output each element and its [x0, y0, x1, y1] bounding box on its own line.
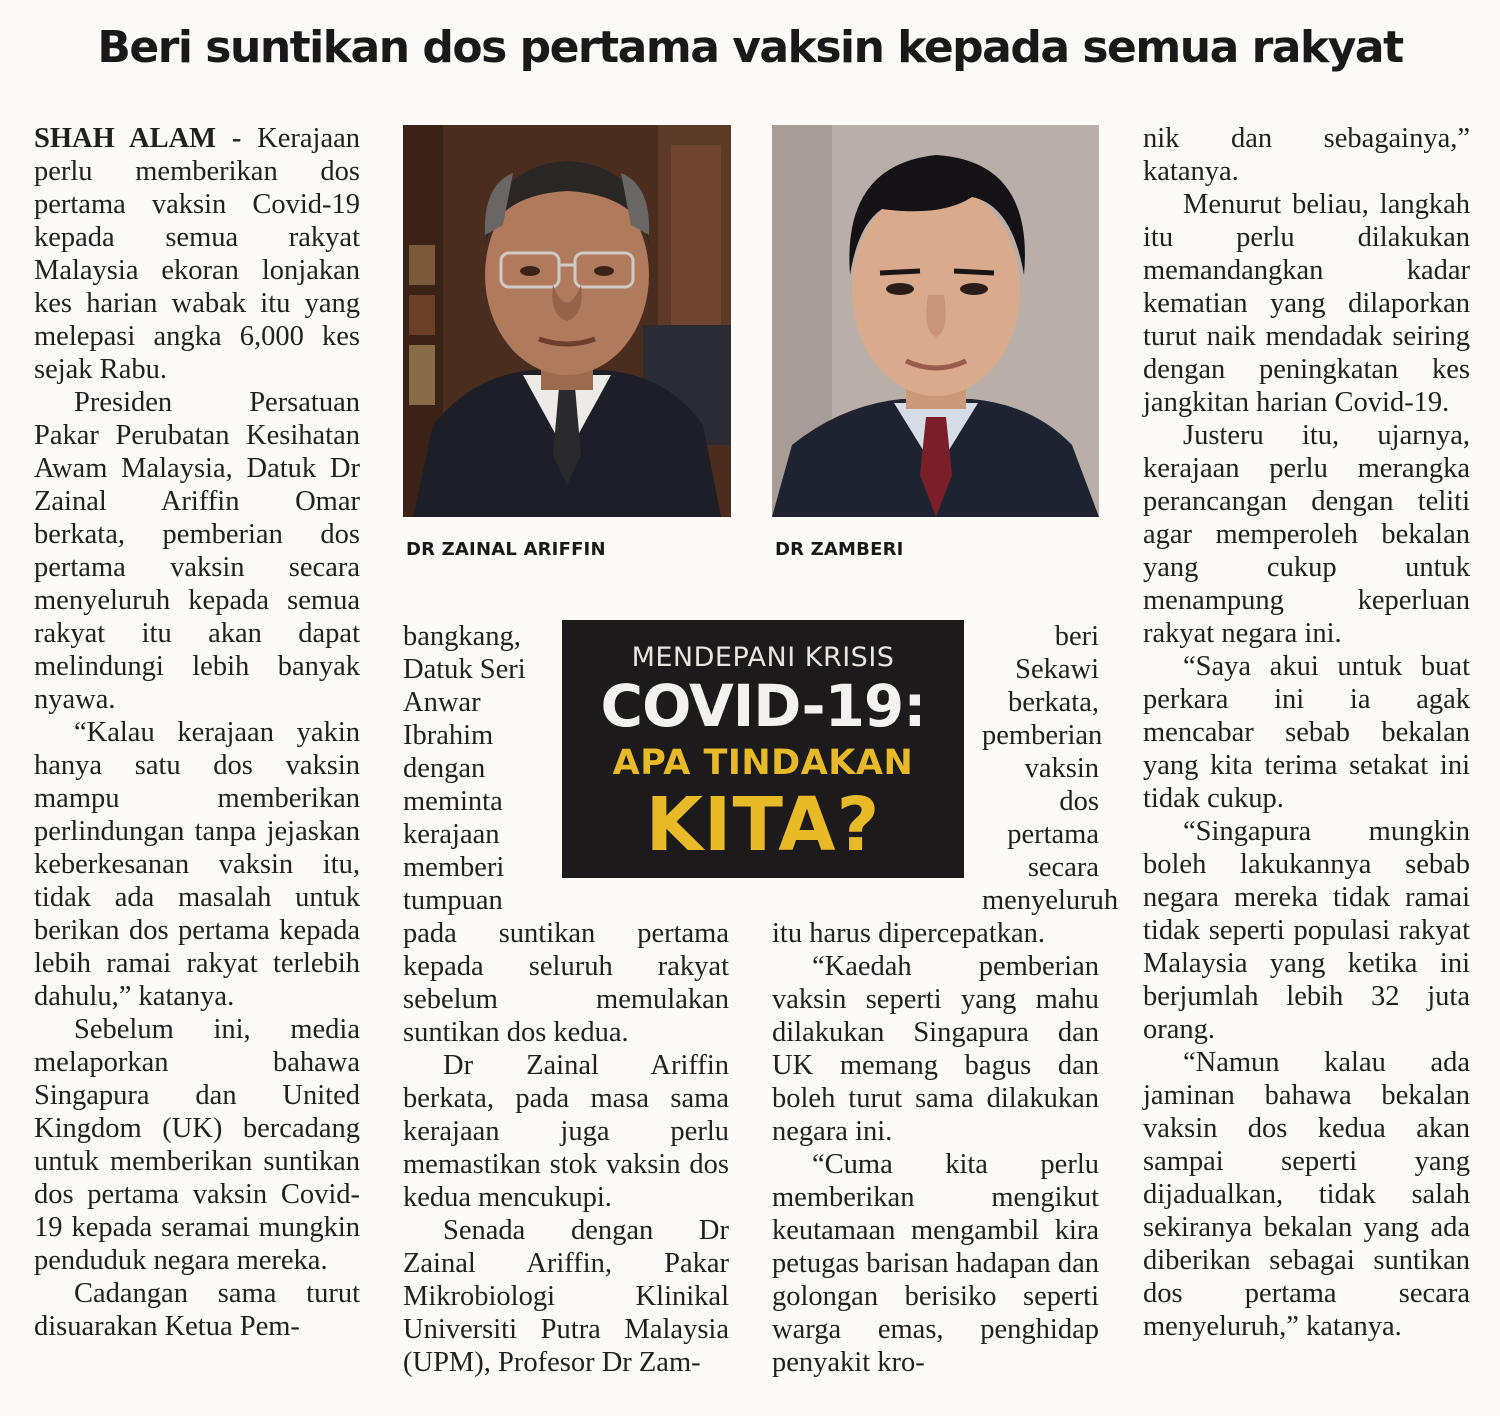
paragraph: “Kalau kerajaan yakin hanya satu dos vaksin mampu memberikan perlindungan tanpa jejaskan keberkesanan vaksin itu, tidak ada masalah untuk berikan dos pertama kepada lebih ramai rakyat terlebih dahulu,” katanya. — [34, 717, 360, 1012]
dateline: SHAH ALAM - — [34, 123, 242, 154]
paragraph: “Namun kalau ada jaminan bahawa bekalan vaksin dos kedua akan sampai seperti yang dijadualkan, tidak salah sekiranya bekalan yang ada diberikan sebagai suntikan dos pertama secara menyeluruh,” katanya. — [1143, 1047, 1470, 1342]
article-column-2-narrow — [403, 620, 548, 920]
photo-caption: DR ZAMBERI — [775, 539, 904, 560]
paragraph: “Singapura mungkin boleh lakukannya sebab negara mereka tidak ramai tidak seperti populasi rakyat Malaysia yang ketika ini berjumlah lebih 32 juta orang. — [1143, 816, 1470, 1045]
portrait-illustration — [772, 125, 1099, 517]
paragraph — [34, 122, 360, 386]
article-headline: Beri suntikan dos pertama vaksin kepada semua rakyat — [97, 22, 1403, 73]
article-column-1 — [34, 122, 360, 1412]
banner-line-2: COVID-19: — [600, 672, 926, 740]
photo-dr-zamberi — [772, 125, 1099, 517]
article-column-2 — [403, 917, 729, 1412]
paragraph: “Kaedah pemberian vaksin seperti yang mahu dilakukan Singapura dan UK memang bagus dan boleh turut sama dilakukan negara ini. — [772, 951, 1099, 1147]
paragraph: Cadangan sama turut disuarakan Ketua Pem- — [34, 1278, 360, 1342]
paragraph: Menurut beliau, langkah itu perlu dilakukan memandangkan kadar kematian yang dilaporkan turut naik mendadak seiring dengan peningkatan kes jangkitan harian Covid-19. — [1143, 189, 1470, 418]
paragraph: nik dan sebagainya,” katanya. — [1143, 123, 1470, 187]
paragraph: pada suntikan pertama kepada seluruh rakyat sebelum memulakan suntikan dos kedua. — [403, 918, 729, 1048]
paragraph-text: Kerajaan perlu memberikan dos pertama vaksin Covid-19 kepada semua rakyat Malaysia ekoran lonjakan kes harian wabak itu yang melepasi angka 6,000 kes sejak Rabu. — [34, 123, 360, 385]
banner-line-1: MENDEPANI KRISIS — [631, 642, 895, 673]
paragraph: Senada dengan Dr Zainal Ariffin, Pakar Mikrobiologi Klinikal Universiti Putra Malaysia (UPM), Profesor Dr Zam- — [403, 1215, 729, 1378]
paragraph: “Saya akui untuk buat perkara ini ia agak mencabar sebab bekalan yang kita terima setakat ini tidak cukup. — [1143, 651, 1470, 814]
photo-dr-zainal-ariffin — [403, 125, 731, 517]
article-column-3-narrow — [982, 620, 1119, 920]
paragraph: bangkang, Datuk Seri Anwar Ibrahim dengan meminta kerajaan memberi tumpuan — [403, 621, 526, 916]
paragraph: itu harus dipercepatkan. — [772, 918, 1046, 949]
paragraph: Sebelum ini, media melaporkan bahawa Singapura dan United Kingdom (UK) bercadang untuk memberikan suntikan dos pertama vaksin Covid-19 kepada seramai mungkin penduduk negara mereka. — [34, 1014, 360, 1276]
paragraph: “Cuma kita perlu memberikan mengikut keutamaan mengambil kira petugas barisan hadapan dan golongan berisiko seperti warga emas, penghidap penyakit kro- — [772, 1149, 1099, 1378]
article-column-4 — [1143, 122, 1470, 1412]
banner-line-3: APA TINDAKAN — [612, 743, 914, 783]
photo-caption: DR ZAINAL ARIFFIN — [406, 539, 606, 560]
article-column-3 — [772, 917, 1099, 1412]
paragraph: Justeru itu, ujarnya, kerajaan perlu merangka perancangan dengan teliti agar memperoleh bekalan yang cukup untuk menampung keperluan rakyat negara ini. — [1143, 420, 1470, 649]
paragraph: Presiden Persatuan Pakar Perubatan Kesihatan Awam Malaysia, Datuk Dr Zainal Ariffin Omar berkata, pemberian dos pertama vaksin secara menyeluruh kepada semua rakyat itu akan dapat melindungi lebih banyak nyawa. — [34, 387, 360, 715]
portrait-illustration — [403, 125, 731, 517]
covid-series-banner — [562, 620, 964, 878]
banner-line-4: KITA? — [645, 782, 881, 868]
paragraph: beri Sekawi berkata, pemberian vaksin dos pertama secara menyeluruh — [982, 621, 1119, 916]
paragraph: Dr Zainal Ariffin berkata, pada masa sama kerajaan juga perlu memastikan stok vaksin dos kedua mencukupi. — [403, 1050, 729, 1213]
